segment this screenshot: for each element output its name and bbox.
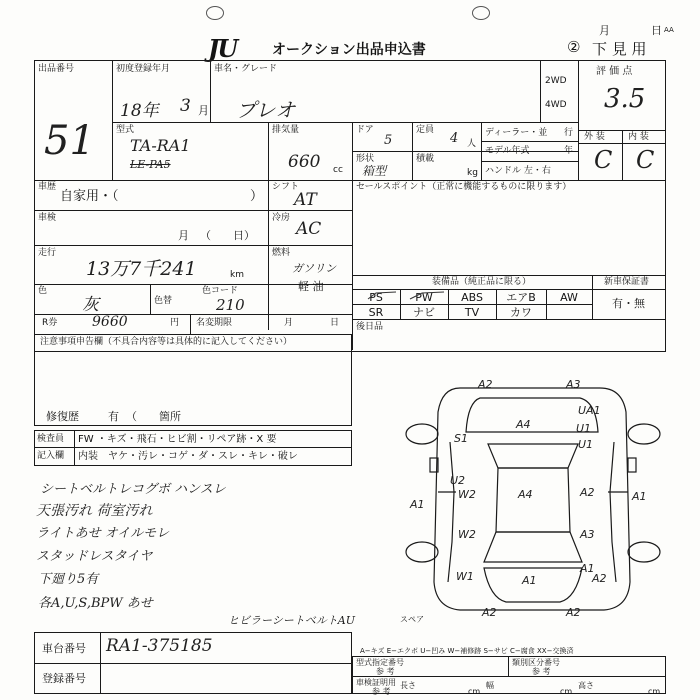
repair-has: 有: [108, 410, 119, 423]
capacity-label: 定員: [416, 125, 435, 135]
drive-2wd: 2WD: [545, 76, 567, 86]
load-label: 積載: [416, 154, 435, 164]
repair-label: 修復歴: [46, 410, 79, 423]
usage-close: ）: [250, 189, 264, 204]
inspector-items: FW ・キズ・飛石・ヒビ割・リペア跡・X 要: [78, 434, 277, 445]
mark-a1-rear-right: A1: [580, 562, 595, 575]
entry-items: ヤケ・汚レ・コゲ・ダ・スレ・キレ・破レ: [108, 451, 298, 462]
ac-value: AC: [296, 219, 322, 239]
color-change-label: 色替: [154, 296, 173, 306]
remark-line-2: 天張汚れ 荷室汚れ: [36, 503, 153, 519]
inspection-label: 車検: [38, 213, 57, 223]
reg-expiry-day: 日: [330, 318, 340, 328]
height-unit: cm: [648, 687, 661, 696]
usage-label: 車歴: [38, 182, 57, 192]
model-label: 型式: [116, 125, 135, 135]
exterior-label: 外 装: [584, 132, 605, 142]
warranty-title: 新車保証書: [604, 277, 650, 287]
shift-label: シフト: [272, 182, 300, 192]
mark-ua1: UA1: [578, 404, 601, 417]
repair-places: （ 箇所: [126, 410, 181, 423]
lot-number-label: 出品番号: [38, 64, 75, 74]
equip-sr: SR: [368, 305, 384, 319]
equipment-title: 装備品（純正品に限る）: [432, 277, 532, 287]
inspector-label: 検査員: [37, 434, 65, 444]
chassis-value: RA1-375185: [106, 636, 213, 656]
spec-ref: 参 考: [376, 667, 395, 676]
remark-line-1: シートベルトレコグボ ハンスレ: [40, 482, 226, 497]
usage-value: 自家用・（: [60, 189, 119, 204]
remark-line-4: スタッドレスタイヤ: [36, 549, 153, 564]
brand-logo: JU: [208, 34, 237, 63]
model-year-label: モデル年式: [485, 146, 530, 156]
remark-extra: ヒビラーシートベルトAU: [228, 614, 355, 627]
length-unit: cm: [468, 687, 481, 696]
door-label: ドア: [356, 125, 374, 135]
load-unit: kg: [467, 168, 478, 178]
equip-navi: ナビ: [413, 306, 435, 319]
mileage-label: 走行: [38, 248, 57, 258]
body-value: 箱型: [362, 164, 387, 178]
mark-a2-rear-left: A2: [482, 606, 497, 619]
cert-ref: 参 考: [372, 687, 391, 696]
handle-label: ハンドル 左・右: [485, 166, 551, 176]
shift-value: AT: [294, 190, 317, 210]
entry-interior: 内装: [78, 451, 98, 462]
mark-a2-rear-right: A2: [592, 572, 607, 585]
model-value: TA-RA1: [130, 136, 191, 155]
header-aa: AA: [664, 26, 674, 34]
first-reg-label: 初度登録年月: [116, 64, 171, 74]
equip-leather: カワ: [510, 306, 532, 319]
recycle-value: 9660: [92, 314, 128, 330]
mark-a3-front-right: A3: [566, 378, 581, 391]
punch-hole-top-right: [472, 6, 490, 20]
header-month: 月: [599, 24, 610, 37]
body-label: 形状: [356, 154, 375, 164]
chassis-label: 車台番号: [42, 642, 86, 655]
height-label: 高さ: [578, 681, 594, 690]
door-value: 5: [384, 133, 393, 148]
rating-value: 3.5: [604, 84, 646, 114]
color-code-label: 色コード: [202, 286, 239, 296]
remark-line-6: 各A,U,S,BPW あせ: [38, 596, 153, 611]
fuel-value: ガソリン: [292, 262, 336, 275]
mark-a3-right: A3: [580, 528, 595, 541]
equip-abs: ABS: [461, 290, 483, 304]
color-label: 色: [38, 286, 48, 296]
class-ref: 参 考: [532, 667, 551, 676]
drive-4wd: 4WD: [545, 100, 567, 110]
width-unit: cm: [560, 687, 573, 696]
recycle-unit: 円: [170, 318, 180, 328]
mark-a4-hood: A4: [516, 418, 531, 431]
recycle-label: R券: [42, 318, 58, 328]
inspection-month: 月: [178, 229, 189, 242]
damage-legend: A−キズ E−エクボ U−凹み W−補修跡 S−サビ C−腐食 XX−交換済: [360, 647, 574, 655]
mark-w2-a: W2: [458, 488, 476, 501]
mark-a2-front-left: A2: [478, 378, 493, 391]
mark-a4-roof: A4: [518, 488, 533, 501]
dealer-suffix: 行: [564, 128, 574, 138]
displacement-value: 660: [288, 152, 321, 172]
equip-tv: TV: [464, 305, 480, 319]
remark-line-5: 下廻り5有: [38, 572, 99, 587]
length-label: 長さ: [400, 681, 416, 690]
car-damage-diagram: [400, 372, 666, 624]
mileage-unit: km: [230, 270, 244, 280]
form-title: オークション出品申込書: [272, 42, 426, 58]
equip-ps: PS: [369, 290, 383, 304]
capacity-value: 4: [450, 131, 459, 146]
color-value: 灰: [82, 295, 99, 315]
equip-airbag: エアB: [506, 291, 536, 304]
punch-hole-top-left: [206, 6, 224, 20]
first-reg-month: 3: [180, 96, 191, 116]
back-seat-label: 後日品: [356, 322, 384, 332]
interior-label: 内 装: [628, 132, 649, 142]
car-name-label: 車名・グレード: [214, 64, 278, 74]
dealer-label: ディーラー・並: [485, 128, 548, 138]
mark-u1-b: U1: [578, 438, 594, 451]
model-year-unit: 年: [564, 146, 574, 156]
first-reg-year: 18年: [120, 101, 159, 121]
warranty-value: 有・無: [612, 297, 645, 310]
mark-a1-rear: A1: [522, 574, 537, 587]
ac-label: 冷房: [272, 213, 291, 223]
notes-label: 注意事項申告欄（不具合内容等は具体的に記入してください）: [40, 337, 293, 347]
mark-s1: S1: [454, 432, 468, 445]
capacity-unit: 人: [467, 139, 477, 149]
first-reg-month-unit: 月: [198, 104, 209, 117]
inspection-day: （ 日）: [200, 229, 255, 242]
model-strike: LE-PA5: [130, 158, 171, 171]
lot-number-value: 51: [44, 118, 95, 164]
interior-value: C: [636, 146, 655, 174]
color-code-value: 210: [216, 296, 245, 314]
mark-a1-right: A1: [632, 490, 647, 503]
mark-w1: W1: [456, 570, 474, 583]
exterior-value: C: [594, 146, 613, 174]
spare-label: スペア: [400, 615, 424, 624]
rating-label: 評 価 点: [596, 66, 633, 77]
sales-point-label: セールスポイント（正常に機能するものに限ります）: [356, 182, 572, 192]
displacement-unit: cc: [333, 165, 343, 175]
equipment-check-marks: [352, 289, 462, 305]
mark-u1-a: U1: [576, 422, 592, 435]
equip-pw: PW: [415, 290, 433, 304]
circled-number: ②: [567, 38, 581, 56]
mark-a2-right: A2: [580, 486, 595, 499]
reg-expiry-month: 月: [284, 318, 294, 328]
mark-u2: U2: [450, 474, 466, 487]
reg-expiry-label: 名変期限: [196, 318, 233, 328]
fuel-label: 燃料: [272, 248, 291, 258]
mark-a2-rear-bottom: A2: [566, 606, 581, 619]
fuel-alt: 軽 油: [298, 280, 324, 293]
pre-view-label: 下 見 用: [592, 40, 647, 58]
mileage-value: 13万7千241: [86, 258, 197, 280]
registration-label: 登録番号: [42, 672, 86, 685]
width-label: 幅: [486, 681, 494, 690]
displacement-label: 排気量: [272, 125, 300, 135]
mark-a1-left: A1: [410, 498, 425, 511]
car-name-value: プレオ: [236, 98, 296, 122]
mark-w2-b: W2: [458, 528, 476, 541]
class-label: 類別区分番号: [512, 658, 560, 667]
cert-label: 車検証明用: [356, 678, 396, 687]
entry-label: 記入欄: [37, 451, 65, 461]
remark-line-3: ライトあせ オイルモレ: [36, 526, 170, 541]
spec-label: 型式指定番号: [356, 658, 404, 667]
equip-aw: AW: [560, 290, 578, 304]
header-day: 日: [651, 24, 662, 37]
